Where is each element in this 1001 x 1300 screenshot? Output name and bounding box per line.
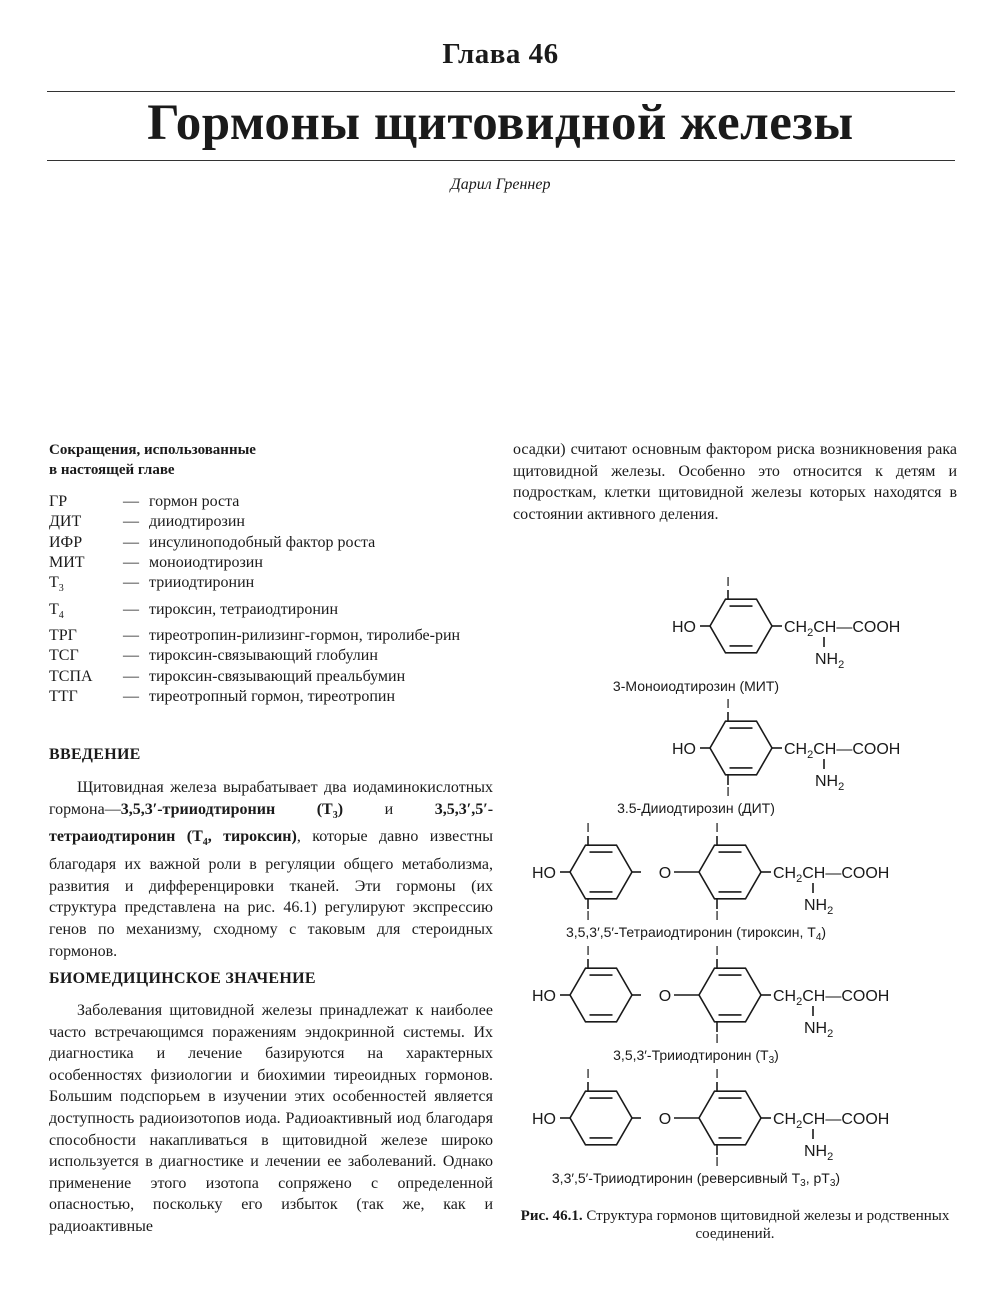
abbreviation-value: тиреотропин-рилизинг-гормон, тиролибе-рин [149, 627, 461, 645]
figure-caption-label: Рис. 46.1. [520, 1208, 583, 1224]
abbreviation-key: МИТ [49, 553, 85, 571]
compound-name-part: 3-Моноиодтирозин (МИТ) [612, 678, 780, 694]
intro-t4-sub: 4 [202, 837, 208, 849]
intro-t3-name: 3,5,3′-трииодтиронин (T [120, 800, 333, 818]
side-chain-subscript: 2 [796, 996, 803, 1008]
side-chain-label [784, 619, 900, 639]
intro-heading: ВВЕДЕНИЕ [49, 746, 141, 763]
compound-name [617, 800, 775, 816]
amine-subscript: 2 [838, 659, 845, 671]
abbreviation-dash: — [123, 600, 139, 618]
side-chain-ch: CH [784, 619, 808, 636]
abbreviation-row [49, 600, 493, 626]
compound-name [613, 678, 779, 694]
ho-group: HO [532, 988, 556, 1005]
compound-name-subscript: 3 [768, 1055, 775, 1066]
iodine-top: I [586, 943, 590, 958]
abbreviation-row [49, 553, 493, 573]
compound-name-subscript: 4 [815, 932, 822, 943]
biomed-paragraph: Заболевания щитовидной железы принадлежат к наиболее часто встречающимся поражениям эндокринной системы. Их диагностика и лечение базируются на характерных особенностях физиологии и биохимии тиреоидных гормонов. Большим подспорьем в изучении этих особенностей является доступность радиоизотопов иода. Радиоактивный иод благодаря способности накапливаться в щитовидной железе широко используется в диагностике и лечении ее заболеваний. Однако применение этого изотопа сопряжено с определенной опасностью, поскольку его избыток (так же, как и радиоактивные [49, 1002, 493, 1235]
abbreviation-row [49, 533, 493, 553]
ether-oxygen: O [658, 865, 672, 882]
abbreviation-dash: — [123, 627, 139, 645]
compound-name-part: , pT [805, 1170, 830, 1186]
ho-group: HO [672, 741, 696, 758]
abbreviation-value: инсулиноподобный фактор роста [149, 533, 376, 551]
abbreviation-value: дииодтирозин [149, 513, 245, 531]
benzene-ring [699, 845, 761, 899]
abbreviation-value: гормон роста [149, 493, 240, 510]
biomed-section [49, 970, 493, 1238]
side-chain-subscript: 2 [796, 1119, 803, 1131]
amine-nh: NH [815, 773, 839, 790]
benzene-ring [570, 968, 632, 1022]
compound-name-part: 3.5-Дииодтирозин (ДИТ) [617, 800, 775, 816]
benzene-ring [699, 1091, 761, 1145]
side-chain-rest: CH—COOH [802, 1111, 890, 1128]
compound-name-part: ) [774, 1047, 779, 1063]
side-chain-label [773, 865, 889, 885]
amine-label [804, 1143, 833, 1163]
intro-t3-sub: 3 [332, 809, 338, 821]
benzene-ring [570, 845, 632, 899]
abbreviation-key-subscript: 3 [58, 583, 64, 595]
header-rule-bottom [47, 160, 955, 161]
side-chain-ch: CH [773, 865, 797, 882]
figure-caption [513, 1207, 957, 1243]
amine-nh: NH [804, 1143, 828, 1160]
figure-caption-text: Структура гормонов щитовидной железы и родственных соединений. [582, 1208, 950, 1242]
amine-subscript: 2 [827, 905, 834, 917]
abbreviation-row [49, 687, 493, 707]
abbreviation-dash: — [123, 533, 139, 551]
amine-label [815, 773, 844, 793]
abbreviation-dash: — [123, 493, 139, 510]
abbreviation-key: ТСГ [49, 647, 79, 665]
abbreviation-dash: — [123, 647, 139, 665]
ho-group: HO [532, 865, 556, 882]
iodine-top: I [726, 576, 730, 589]
iodine-bottom: I [726, 784, 730, 799]
abbreviation-key: ДИТ [49, 513, 82, 531]
intro-text-c: и [343, 800, 435, 818]
iodine-bottom: I [715, 908, 719, 923]
abbreviation-dash: — [123, 553, 139, 571]
amine-nh: NH [815, 651, 839, 668]
amine-nh: NH [804, 897, 828, 914]
iodine-bottom: I [715, 1031, 719, 1046]
header-rule-top [47, 91, 955, 92]
ether-oxygen: O [658, 988, 672, 1005]
abbreviation-dash: — [123, 667, 139, 685]
intro-t4-end: , тироксин) [207, 828, 297, 846]
amine-subscript: 2 [827, 1028, 834, 1040]
iodine-bottom: I [715, 1154, 719, 1169]
compound-name-part: 3,3′,5′-Трииодтиронин (реверсивный T [551, 1170, 801, 1186]
iodine-top: I [715, 943, 719, 958]
iodine-top: I [715, 1066, 719, 1081]
side-chain-ch: CH [773, 988, 797, 1005]
side-chain-label [784, 741, 900, 761]
side-chain-subscript: 2 [807, 627, 814, 639]
side-chain-ch: CH [773, 1111, 797, 1128]
abbreviation-key-subscript: 4 [58, 609, 64, 621]
amine-subscript: 2 [838, 781, 845, 793]
iodine-top: I [715, 820, 719, 835]
compound-name-part: ) [821, 924, 827, 940]
amine-label [815, 651, 844, 671]
abbreviations-heading [49, 440, 493, 480]
abbreviations-heading-line1: Сокращения, использованные [49, 442, 256, 458]
compound-name-subscript: 3 [800, 1178, 806, 1189]
amine-label [804, 1020, 833, 1040]
abbreviation-value: тироксин, тетраиодтиронин [149, 600, 339, 618]
side-chain-rest: CH—COOH [802, 865, 890, 882]
compound-name [552, 1170, 840, 1189]
intro-paragraph [49, 777, 493, 962]
abbreviations-heading-line2: в настоящей главе [49, 462, 175, 478]
compound-name-part: 3,5,3′,5′-Тетраиодтиронин (тироксин, T [565, 924, 816, 940]
benzene-ring [699, 968, 761, 1022]
author-name: Дарил Греннер [450, 176, 551, 193]
abbreviation-value: тиреотропный гормон, тиреотропин [149, 688, 395, 706]
intro-t4-name: 3,5,3′,5′-тетраиодтиронин (T [49, 800, 494, 846]
iodine-top: I [586, 820, 590, 835]
compound-name-part: ) [835, 1170, 841, 1186]
abbreviation-key: ИФР [49, 533, 83, 551]
compound-name-subscript: 3 [829, 1178, 836, 1189]
abbreviation-value: трииодтиронин [149, 574, 255, 592]
side-chain-rest: CH—COOH [813, 619, 901, 636]
biomed-continuation [513, 439, 957, 525]
side-chain-label [773, 988, 889, 1008]
side-chain-rest: CH—COOH [802, 988, 890, 1005]
abbreviation-dash: — [123, 513, 139, 531]
benzene-ring [710, 599, 772, 653]
abbreviation-row [49, 512, 493, 532]
biomed-heading: БИОМЕДИЦИНСКОЕ ЗНАЧЕНИЕ [49, 970, 316, 987]
abbreviation-value: моноиодтирозин [149, 553, 263, 571]
iodine-bottom: I [586, 908, 590, 923]
abbreviation-key: $T_3$ [49, 574, 64, 595]
compound-name-part: 3,5,3′-Трииодтиронин (T [613, 1047, 769, 1063]
abbreviation-key: ГР [49, 493, 68, 510]
ho-group: HO [672, 619, 696, 636]
compound-name [566, 924, 826, 943]
intro-t3-end: ) [337, 800, 344, 818]
side-chain-subscript: 2 [807, 749, 814, 761]
abbreviation-key: ТРГ [49, 627, 77, 645]
side-chain-ch: CH [784, 741, 808, 758]
intro-section [49, 746, 493, 962]
abbreviation-row [49, 667, 493, 687]
iodine-top: I [726, 696, 730, 711]
abbreviation-key: ТСПА [49, 667, 93, 685]
benzene-ring [570, 1091, 632, 1145]
side-chain-label [773, 1111, 889, 1131]
side-chain-rest: CH—COOH [813, 741, 901, 758]
abbreviation-row [49, 626, 493, 646]
compound-name [613, 1047, 779, 1066]
ether-oxygen: O [658, 1111, 672, 1128]
figure-46-1 [516, 576, 956, 1276]
abbreviations-list [49, 492, 493, 707]
amine-nh: NH [804, 1020, 828, 1037]
abbreviation-row [49, 646, 493, 666]
abbreviation-dash: — [123, 574, 139, 592]
amine-label [804, 897, 833, 917]
iodine-top: I [586, 1066, 590, 1081]
biomed-continuation-text: осадки) считают основным фактором риска возникновения рака щитовидной железы. Особенно это относится к детям и подросткам, клетки щитовидной железы которых находятся в состоянии активного деления. [513, 441, 957, 523]
side-chain-subscript: 2 [796, 873, 803, 885]
ho-group: HO [532, 1111, 556, 1128]
chapter-number: Глава 46 [442, 38, 559, 70]
abbreviation-value: тироксин-связывающий преальбумин [149, 667, 406, 685]
amine-subscript: 2 [827, 1151, 834, 1163]
abbreviation-row [49, 492, 493, 512]
intro-text-d: , которые давно известны благодаря их важной роли в регуляции общего метаболизма, развития и дифференцировки тканей. Эти гормоны (их структура представлена на рис. 46.1) регулируют экспрессию генов по механизму, сходному с таковым для стероидных гормонов. [49, 828, 494, 960]
abbreviation-row [49, 573, 493, 599]
abbreviation-key: ТТГ [49, 688, 78, 706]
chemical-structures-figure [516, 576, 956, 1206]
abbreviation-key: $T_4$ [49, 600, 64, 621]
benzene-ring [710, 721, 772, 775]
abbreviation-dash: — [123, 688, 139, 706]
abbreviation-value: тироксин-связывающий глобулин [149, 647, 378, 665]
intro-text-a: Щитовидная железа вырабатывает два иодаминокислотных гормона— [49, 779, 493, 818]
chapter-title: Гормоны щитовидной железы [147, 95, 854, 151]
